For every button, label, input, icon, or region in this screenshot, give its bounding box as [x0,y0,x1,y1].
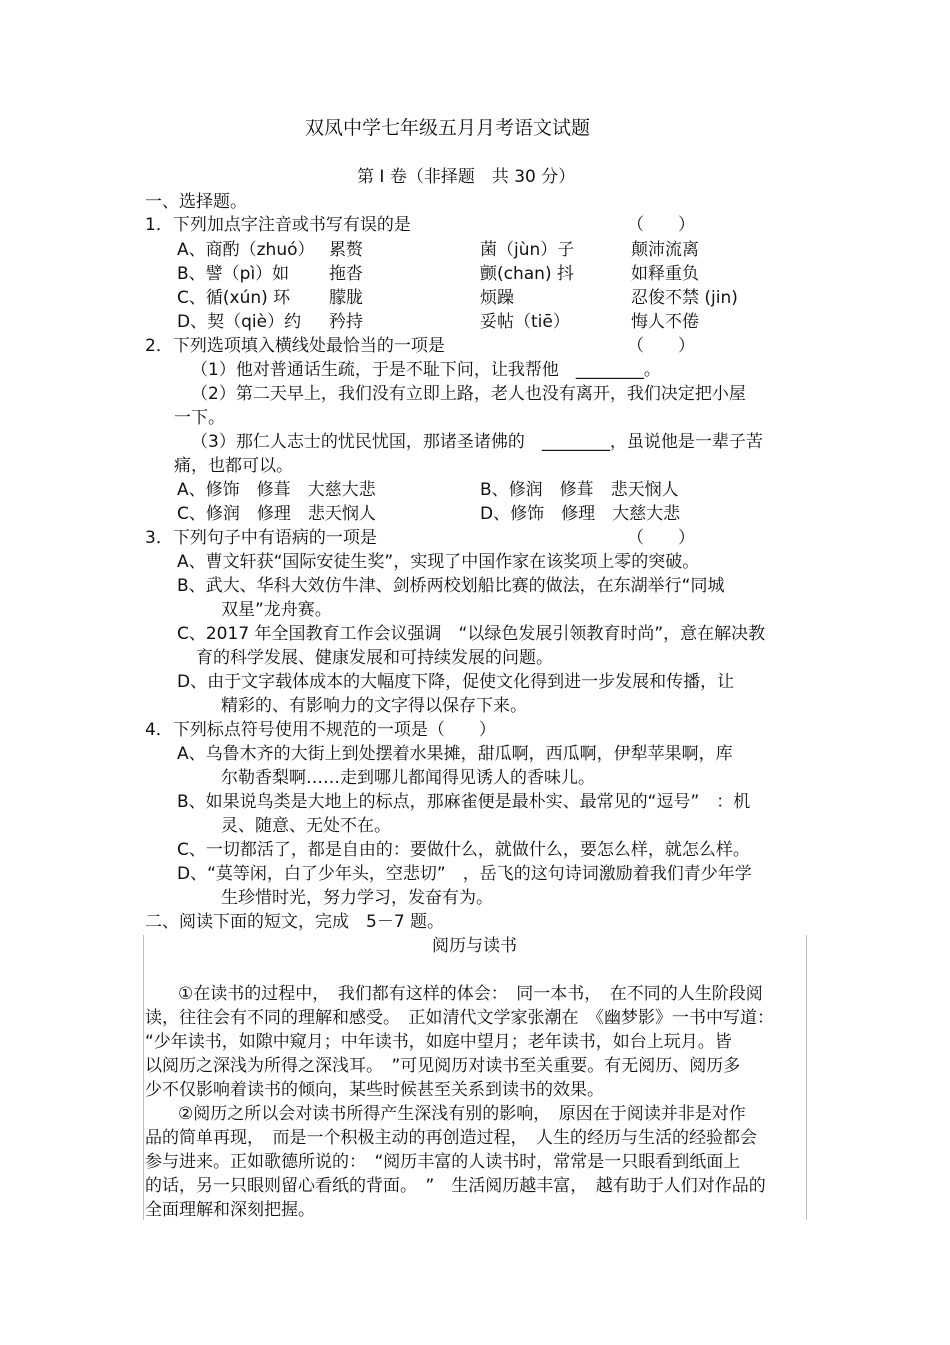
q4-line: 尔勒香梨啊……走到哪儿都闻得见诱人的香味儿。 [221,768,595,788]
passage-line: 的话，另一只眼则留心看纸的背面。 ” 生活阅历越丰富， 越有助于人们对作品的 [145,1176,766,1196]
q2-line: （1）他对普通话生疏，于是不耻下问，让我帮他 ________。 [191,360,661,380]
q1-stem: 1．下列加点字注音或书写有误的是 [145,215,411,235]
q2-stem: 2．下列选项填入横线处最恰当的一项是 [145,336,445,356]
q1-option-b-col2: 拖沓 [329,264,363,284]
passage-line: 读，往往会有不同的理解和感受。 正如清代文学家张潮在 《幽梦影》一书中写道： [145,1008,774,1028]
q1-option-b-col4: 如释重负 [631,264,699,284]
q1-option-d-col4: 悔人不倦 [631,312,699,332]
q1-option-d-col3: 妥帖（tiē） [480,312,570,332]
q2-option-b: B、修润 修葺 悲天悯人 [480,480,679,500]
q1-option-a-col4: 颠沛流离 [631,240,699,260]
q2-line: 一下。 [174,408,225,428]
q1-option-d-col2: 矜持 [329,312,363,332]
q3-line: 精彩的、有影响力的文字得以保存下来。 [221,696,527,716]
q2-line: （2）第二天早上，我们没有立即上路，老人也没有离开，我们决定把小屋 [191,384,746,404]
q3-line: 育的科学发展、健康发展和可持续发展的问题。 [196,648,553,668]
passage-frame-right [806,935,807,1220]
passage-frame-left [143,935,144,1220]
q1-option-b-col1: B、譬（pì）如 [177,264,290,284]
q4-line: 灵、随意、无处不在。 [221,816,391,836]
q1-option-a-col2: 累赘 [329,240,363,260]
passage-title: 阅历与读书 [432,936,517,956]
q1-option-b-col3: 颤(chan) 抖 [480,264,574,284]
q1-option-c-col2: 朦胧 [329,288,363,308]
passage-line: ②阅历之所以会对读书所得产生深浅有别的影响， 原因在于阅读并非是对作 [178,1104,746,1124]
section-header: 第 I 卷（非择题 共 30 分） [357,167,576,187]
q3-line: 双星”龙舟赛。 [221,600,332,620]
q4-line: A、乌鲁木齐的大街上到处摆着水果摊，甜瓜啊，西瓜啊，伊犁苹果啊，库 [177,744,733,764]
q4-line: C、一切都活了，都是自由的：要做什么，就做什么，要怎么样，就怎么样。 [177,840,750,860]
q3-line: D、由于文字载体成本的大幅度下降，促使文化得到进一步发展和传播，让 [177,672,735,692]
passage-line: 参与进来。正如歌德所说的： “阅历丰富的人读书时，常常是一只眼看到纸面上 [145,1152,741,1172]
q1-option-c-col4: 忍俊不禁 (jin) [631,288,738,308]
q4-line: 生珍惜时光，努力学习，发奋有为。 [221,888,493,908]
q1-answer-paren: （ ） [627,215,695,235]
q1-option-c-col1: C、循(xún) 环 [177,288,291,308]
passage-line: 全面理解和深刻把握。 [145,1200,315,1220]
q3-line: B、武大、华科大效仿牛津、剑桥两校划船比赛的做法，在东湖举行“同城 [177,576,725,596]
q2-answer-paren: （ ） [627,336,695,356]
q2-option-a: A、修饰 修葺 大慈大悲 [177,480,376,500]
q2-line: （3）那仁人志士的忧民忧国，那诸圣诸佛的 ________，虽说他是一辈子苦 [191,432,763,452]
q1-option-a-col1: A、商酌（zhuó） [177,240,315,260]
q3-stem: 3．下列句子中有语病的一项是 [145,528,377,548]
q4-line: B、如果说鸟类是大地上的标点，那麻雀便是最朴实、最常见的“逗号” ：机 [177,792,751,812]
passage-line: 少不仅影响着读书的倾向，某些时候甚至关系到读书的效果。 [145,1080,604,1100]
q2-option-d: D、修饰 修理 大慈大悲 [480,504,681,524]
q3-answer-paren: （ ） [627,528,695,548]
q1-option-d-col1: D、契（qiè）约 [177,312,302,332]
passage-line: 以阅历之深浅为所得之深浅耳。 ”可见阅历对读书至关重要。有无阅历、阅历多 [145,1056,741,1076]
q4-line: D、“莫等闲，白了少年头，空悲切” ，岳飞的这句诗词激励着我们青少年学 [177,864,752,884]
passage-line: ①在读书的过程中， 我们都有这样的体会： 同一本书， 在不同的人生阶段阅 [178,984,763,1004]
exam-title: 双凤中学七年级五月月考语文试题 [305,117,591,139]
q2-line: 痛，也都可以。 [174,456,293,476]
part1-label: 一、选择题。 [145,192,247,212]
passage-line: 品的简单再现， 而是一个积极主动的再创造过程， 人生的经历与生活的经验都会 [145,1128,757,1148]
part2-label: 二、阅读下面的短文，完成 5－7 题。 [145,912,445,932]
q4-stem: 4．下列标点符号使用不规范的一项是（ ） [145,720,496,740]
q1-option-a-col3: 菌（jùn）子 [480,240,575,260]
q2-option-c: C、修润 修理 悲天悯人 [177,504,376,524]
q3-line: A、曹文轩获“国际安徒生奖”，实现了中国作家在该奖项上零的突破。 [177,552,700,572]
q3-line: C、2017 年全国教育工作会议强调 “以绿色发展引领教育时尚”，意在解决教 [177,624,766,644]
passage-line: “少年读书，如隙中窥月；中年读书，如庭中望月；老年读书，如台上玩月。皆 [145,1032,732,1052]
q1-option-c-col3: 烦躁 [480,288,514,308]
